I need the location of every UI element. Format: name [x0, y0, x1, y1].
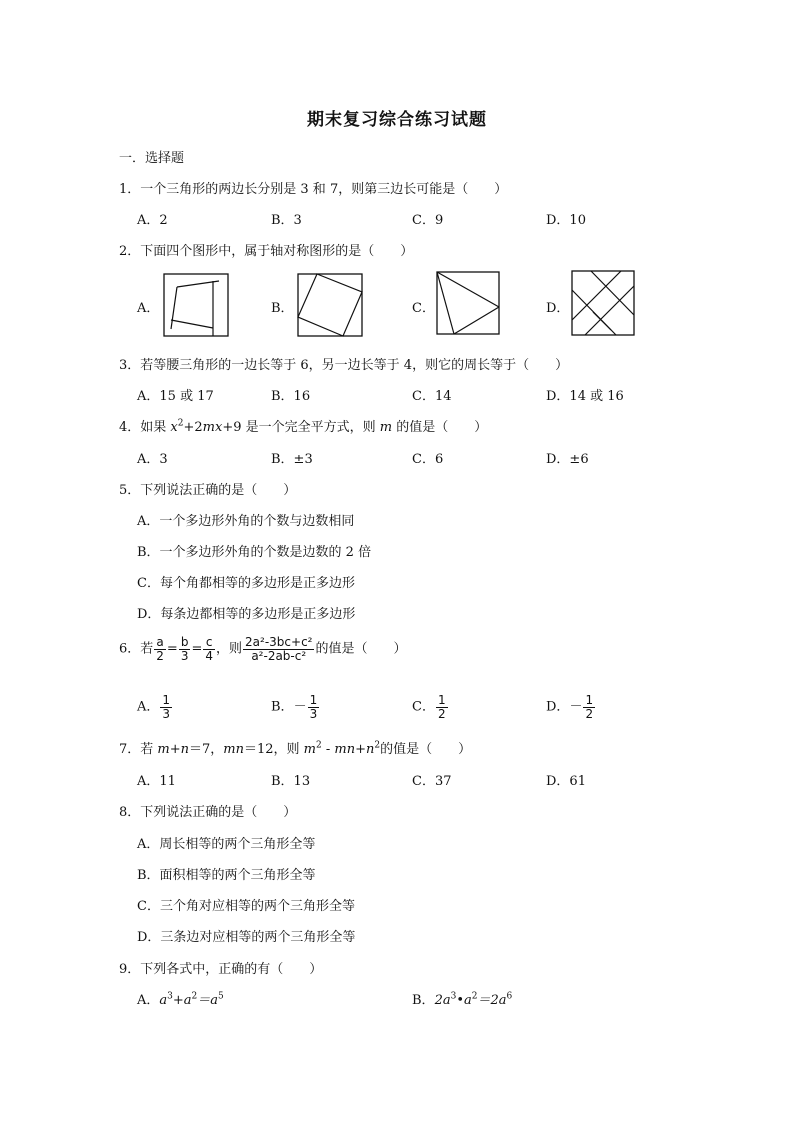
q4-option-c: C．6	[412, 452, 444, 467]
expression-fraction: $\frac{\text{2a²-3bc+c²}}{\text{a²-2ab-c²}}$	[245, 635, 313, 663]
q6-option-c: C． $\frac{1}{2}$	[412, 693, 446, 721]
fraction: $\frac{1}{3}$	[162, 693, 171, 721]
q5-option-c: C．每个角都相等的多边形是正多边形	[137, 576, 355, 591]
fraction: $\frac{1}{2}$	[437, 693, 446, 721]
question-5: 5．下列说法正确的是（ ）	[119, 483, 297, 498]
q2-label-b: B．	[271, 301, 294, 316]
fraction: $\frac{1}{3}$	[309, 693, 318, 721]
question-2: 2．下面四个图形中，属于轴对称图形的是（ ）	[119, 244, 414, 259]
fraction-a-over-2: $\frac{a}{2}$	[156, 635, 164, 663]
q8-option-a: A．周长相等的两个三角形全等	[137, 837, 316, 852]
figure-d-diagonal-pattern	[571, 270, 635, 336]
q4-option-b: B．±3	[271, 452, 313, 467]
figure-b-inscribed-square	[297, 273, 363, 337]
q2-label-a: A．	[137, 301, 160, 316]
figure-a-square-pinwheel	[163, 273, 229, 337]
question-6: 6．若 $\frac{a}{2}$ = $\frac{b}{3}$ = $\frac{c}{4}$ ，则 $\frac{\text{2a²-3bc+c²}}{\text{a²-2ab-c²}}$ 的值是（ ）	[119, 635, 407, 663]
q8-option-d: D．三条边对应相等的两个三角形全等	[137, 930, 356, 945]
question-3: 3．若等腰三角形的一边长等于 6，另一边长等于 4，则它的周长等于（ ）	[119, 358, 569, 373]
q3-option-d: D．14 或 16	[546, 389, 624, 404]
question-7: 7．若 m+n＝7，mn＝12，则 $m^2 - mn+n^2$的值是（ ）	[119, 740, 472, 757]
q4-option-a: A．3	[137, 452, 168, 467]
q6-option-b: B．－ $\frac{1}{3}$	[271, 693, 318, 721]
question-1: 1．一个三角形的两边长分别是 3 和 7，则第三边长可能是（ ）	[119, 182, 508, 197]
fraction-b-over-3: $\frac{b}{3}$	[180, 635, 189, 663]
question-4: 4．如果 $x^2+2mx+9$ 是一个完全平方式，则 m 的值是（ ）	[119, 418, 488, 435]
q1-option-a: A．2	[137, 213, 168, 228]
q7-option-c: C．37	[412, 774, 452, 789]
q9-option-a: A．$a^3+a^2=a^5$	[137, 991, 224, 1008]
q1-option-b: B．3	[271, 213, 302, 228]
q6-option-a: A． $\frac{1}{3}$	[137, 693, 171, 721]
q5-option-a: A．一个多边形外角的个数与边数相同	[137, 514, 355, 529]
q6-option-d: D．－ $\frac{1}{2}$	[546, 693, 594, 721]
fraction: $\frac{1}{2}$	[585, 693, 594, 721]
question-9: 9．下列各式中，正确的有（ ）	[119, 962, 323, 977]
q1-option-c: C．9	[412, 213, 444, 228]
question-8: 8．下列说法正确的是（ ）	[119, 805, 297, 820]
section-heading: 一．选择题	[119, 151, 185, 166]
q5-option-d: D．每条边都相等的多边形是正多边形	[137, 607, 356, 622]
q7-option-d: D．61	[546, 774, 586, 789]
q2-label-c: C．	[412, 301, 435, 316]
q8-option-b: B．面积相等的两个三角形全等	[137, 868, 316, 883]
q7-option-a: A．11	[137, 774, 176, 789]
q5-option-b: B．一个多边形外角的个数是边数的 2 倍	[137, 545, 372, 560]
q7-option-b: B．13	[271, 774, 311, 789]
q4-option-d: D．±6	[546, 452, 589, 467]
q3-option-b: B．16	[271, 389, 311, 404]
q3-option-a: A．15 或 17	[137, 389, 214, 404]
q2-label-d: D．	[546, 301, 570, 316]
figure-c-triangle-in-square	[436, 271, 500, 335]
fraction-c-over-4: $\frac{c}{4}$	[205, 635, 214, 663]
page-title: 期末复习综合练习试题	[307, 110, 487, 130]
q9-option-b: B．$2a^3•a^2=2a^6$	[412, 991, 513, 1008]
q8-option-c: C．三个角对应相等的两个三角形全等	[137, 899, 355, 914]
q3-option-c: C．14	[412, 389, 452, 404]
q1-option-d: D．10	[546, 213, 586, 228]
